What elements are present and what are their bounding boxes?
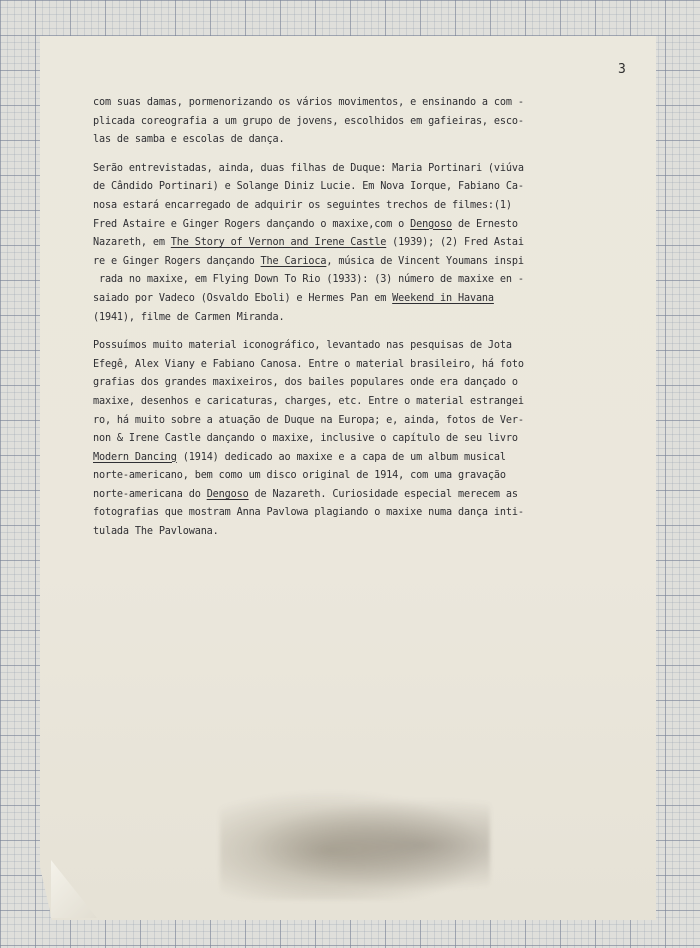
text-line: norte-americano, bem como um disco original de 1914, com uma gravação	[93, 470, 506, 482]
text-line: nosa estará encarregado de adquirir os seguintes trechos de filmes:(1)	[93, 199, 512, 211]
film-title-underlined: Dengoso	[410, 218, 453, 230]
text-line: Fred Astaire e Ginger Rogers dançando o maxixe,com o Dengoso de Ernesto	[93, 218, 518, 230]
song-title-underlined: Dengoso	[206, 488, 249, 500]
paragraph-3	[93, 337, 633, 542]
text-line: maxixe, desenhos e caricaturas, charges, etc. Entre o material estrangei	[93, 395, 524, 407]
text-line: grafias dos grandes maxixeiros, dos bailes populares onde era dançado o	[93, 377, 518, 389]
text-line: las de samba e escolas de dança.	[93, 134, 285, 146]
text-line: Serão entrevistadas, ainda, duas filhas de Duque: Maria Portinari (viúva	[93, 162, 524, 174]
film-title-underlined: The Story of Vernon and Irene Castle	[170, 237, 387, 249]
text-line: plicada coreografia a um grupo de jovens, escolhidos em gafieiras, esco-	[93, 115, 524, 127]
paragraph-2	[93, 160, 633, 327]
text-line: non & Irene Castle dançando o maxixe, inclusive o capítulo de seu livro	[93, 433, 518, 445]
film-title-underlined: The Carioca	[260, 255, 327, 267]
text-line: saiado por Vadeco (Osvaldo Eboli) e Hermes Pan em Weekend in Havana	[93, 292, 494, 304]
text-line: norte-americana do Dengoso de Nazareth. Curiosidade especial merecem as	[93, 488, 518, 500]
book-title-underlined: Modern Dancing	[93, 451, 177, 463]
text-line: fotografias que mostram Anna Pavlowa plagiando o maxixe numa dança inti-	[93, 507, 524, 519]
text-line: com suas damas, pormenorizando os vários movimentos, e ensinando a com -	[93, 97, 524, 108]
text-line: Nazareth, em The Story of Vernon and Irene Castle (1939); (2) Fred Astai	[93, 237, 524, 249]
text-line: tulada The Pavlowana.	[93, 526, 219, 538]
text-line: de Cândido Portinari) e Solange Diniz Lucie. Em Nova Iorque, Fabiano Ca-	[93, 181, 524, 193]
text-line: Possuímos muito material iconográfico, levantado nas pesquisas de Jota	[93, 340, 512, 352]
page-number: 3	[618, 62, 626, 77]
text-line: Efegê, Alex Viany e Fabiano Canosa. Entre o material brasileiro, há foto	[93, 358, 524, 370]
text-line: re e Ginger Rogers dançando The Carioca, música de Vincent Youmans inspi	[93, 255, 524, 267]
film-title-underlined: Weekend in Havana	[392, 292, 494, 304]
typewritten-text	[93, 94, 633, 542]
text-line: (1941), filme de Carmen Miranda.	[93, 311, 285, 323]
paragraph-1	[93, 94, 633, 150]
text-line: ro, há muito sobre a atuação de Duque na Europa; e, ainda, fotos de Ver-	[93, 414, 524, 426]
stain-mark	[220, 790, 490, 900]
text-line: Modern Dancing (1914) dedicado ao maxixe e a capa de um album musical	[93, 451, 506, 463]
text-line: rada no maxixe, em Flying Down To Rio (1933): (3) número de maxixe en -	[93, 274, 524, 286]
